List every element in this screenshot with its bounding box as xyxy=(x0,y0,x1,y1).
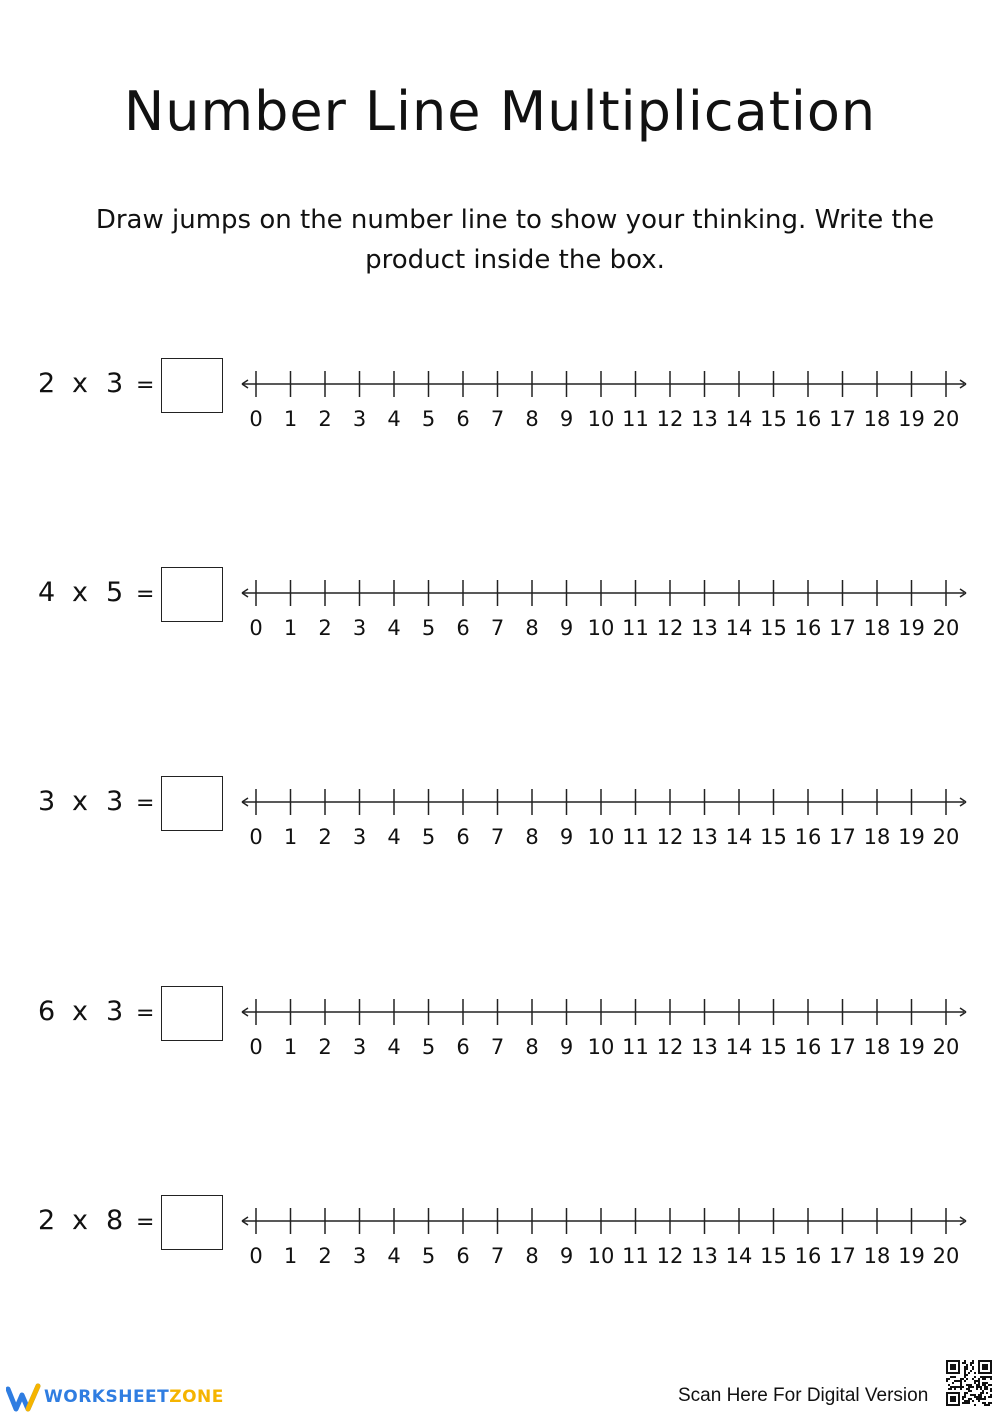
number-line[interactable] xyxy=(236,1201,976,1281)
tick-label: 11 xyxy=(622,825,649,849)
qr-module xyxy=(964,1370,966,1372)
tick-label: 12 xyxy=(656,616,684,640)
qr-module xyxy=(978,1394,980,1396)
qr-module xyxy=(984,1404,986,1406)
qr-module xyxy=(964,1376,966,1378)
tick-label: 1 xyxy=(283,825,298,849)
tick-label: 10 xyxy=(587,1244,615,1268)
qr-module xyxy=(962,1378,964,1380)
qr-module xyxy=(962,1362,964,1364)
factor-a: 3 xyxy=(38,786,56,817)
qr-module xyxy=(968,1384,970,1386)
tick-label: 17 xyxy=(829,1244,856,1268)
qr-module xyxy=(966,1366,968,1368)
qr-module xyxy=(972,1386,974,1388)
qr-module xyxy=(950,1376,952,1378)
tick-label: 18 xyxy=(863,616,891,640)
qr-module xyxy=(964,1362,966,1364)
qr-module xyxy=(968,1386,970,1388)
answer-box[interactable] xyxy=(161,776,223,831)
qr-module xyxy=(964,1394,966,1396)
qr-module xyxy=(988,1376,990,1378)
tick-label: 9 xyxy=(559,825,574,849)
equals-sign: = xyxy=(136,1210,155,1235)
qr-finder xyxy=(950,1396,956,1402)
qr-module xyxy=(972,1394,974,1396)
qr-module xyxy=(960,1378,962,1380)
qr-code-icon[interactable] xyxy=(946,1360,992,1406)
qr-module xyxy=(976,1396,978,1398)
number-line[interactable] xyxy=(236,782,976,862)
qr-module xyxy=(980,1394,982,1396)
qr-module xyxy=(954,1386,956,1388)
tick-label: 14 xyxy=(725,1035,753,1059)
qr-module xyxy=(988,1404,990,1406)
tick-label: 16 xyxy=(794,825,822,849)
tick-label: 15 xyxy=(760,407,787,431)
worksheetzone-logo-icon xyxy=(6,1383,42,1413)
qr-module xyxy=(960,1382,962,1384)
qr-module xyxy=(972,1368,974,1370)
factor-a: 4 xyxy=(38,577,56,608)
qr-module xyxy=(964,1360,966,1362)
qr-module xyxy=(974,1394,976,1396)
factor-b: 3 xyxy=(106,368,124,399)
answer-box[interactable] xyxy=(161,567,223,622)
tick-label: 2 xyxy=(318,407,332,431)
tick-label: 1 xyxy=(283,616,298,640)
answer-box[interactable] xyxy=(161,1195,223,1250)
qr-module xyxy=(964,1374,966,1376)
qr-module xyxy=(976,1380,978,1382)
qr-module xyxy=(978,1386,980,1388)
tick-label: 12 xyxy=(656,1035,684,1059)
qr-module xyxy=(984,1384,986,1386)
qr-module xyxy=(966,1364,968,1366)
scan-instruction: Scan Here For Digital Version xyxy=(678,1385,929,1406)
tick-label: 16 xyxy=(794,407,822,431)
tick-label: 14 xyxy=(725,407,753,431)
equals-sign: = xyxy=(136,791,155,816)
qr-module xyxy=(990,1402,992,1404)
qr-module xyxy=(986,1376,988,1378)
tick-label: 5 xyxy=(421,407,436,431)
qr-module xyxy=(990,1384,992,1386)
number-line[interactable] xyxy=(236,573,976,653)
tick-label: 18 xyxy=(863,407,891,431)
tick-label: 2 xyxy=(318,616,332,640)
qr-module xyxy=(980,1388,982,1390)
tick-label: 20 xyxy=(932,407,960,431)
qr-module xyxy=(970,1364,972,1366)
qr-module xyxy=(988,1384,990,1386)
tick-label: 13 xyxy=(691,825,718,849)
qr-module xyxy=(954,1376,956,1378)
qr-module xyxy=(976,1386,978,1388)
qr-module xyxy=(976,1388,978,1390)
qr-module xyxy=(978,1382,980,1384)
qr-module xyxy=(970,1362,972,1364)
qr-module xyxy=(984,1396,986,1398)
qr-module xyxy=(970,1384,972,1386)
problem-2 xyxy=(0,567,1000,677)
equals-sign: = xyxy=(136,582,155,607)
tick-label: 6 xyxy=(456,1244,470,1268)
qr-module xyxy=(984,1388,986,1390)
qr-module xyxy=(980,1392,982,1394)
qr-module xyxy=(974,1380,976,1382)
tick-label: 12 xyxy=(656,1244,684,1268)
tick-label: 4 xyxy=(387,1035,401,1059)
factor-b: 5 xyxy=(106,577,124,608)
tick-label: 15 xyxy=(760,616,787,640)
tick-label: 10 xyxy=(587,407,615,431)
tick-label: 6 xyxy=(456,616,470,640)
tick-label: 9 xyxy=(559,616,574,640)
qr-module xyxy=(956,1380,958,1382)
tick-label: 0 xyxy=(249,1035,263,1059)
qr-module xyxy=(948,1378,950,1380)
qr-module xyxy=(952,1376,954,1378)
qr-module xyxy=(964,1366,966,1368)
tick-label: 5 xyxy=(421,825,436,849)
qr-module xyxy=(964,1396,966,1398)
qr-module xyxy=(986,1404,988,1406)
times-sign: x xyxy=(72,577,88,608)
qr-module xyxy=(968,1402,970,1404)
tick-label: 10 xyxy=(587,1035,615,1059)
qr-module xyxy=(972,1366,974,1368)
qr-module xyxy=(968,1388,970,1390)
tick-label: 16 xyxy=(794,616,822,640)
tick-label: 0 xyxy=(249,825,263,849)
number-line[interactable] xyxy=(236,992,976,1072)
qr-module xyxy=(954,1388,956,1390)
tick-label: 5 xyxy=(421,616,436,640)
qr-module xyxy=(990,1388,992,1390)
tick-label: 7 xyxy=(490,616,505,640)
factor-a: 6 xyxy=(38,996,56,1027)
tick-label: 19 xyxy=(898,407,925,431)
tick-label: 20 xyxy=(932,1035,960,1059)
tick-label: 16 xyxy=(794,1244,822,1268)
qr-module xyxy=(950,1388,952,1390)
qr-module xyxy=(962,1402,964,1404)
problem-5 xyxy=(0,1195,1000,1305)
qr-module xyxy=(976,1384,978,1386)
qr-module xyxy=(946,1380,948,1382)
qr-module xyxy=(972,1360,974,1362)
tick-label: 10 xyxy=(587,825,615,849)
qr-module xyxy=(952,1382,954,1384)
qr-finder xyxy=(982,1364,988,1370)
qr-module xyxy=(970,1390,972,1392)
tick-label: 9 xyxy=(559,407,574,431)
qr-module xyxy=(974,1382,976,1384)
qr-finder xyxy=(950,1364,956,1370)
tick-label: 13 xyxy=(691,616,718,640)
qr-module xyxy=(966,1374,968,1376)
qr-module xyxy=(976,1398,978,1400)
tick-label: 8 xyxy=(525,1244,539,1268)
qr-module xyxy=(990,1390,992,1392)
tick-label: 10 xyxy=(587,616,615,640)
qr-module xyxy=(962,1398,964,1400)
qr-module xyxy=(964,1392,966,1394)
qr-module xyxy=(986,1388,988,1390)
qr-module xyxy=(972,1400,974,1402)
tick-label: 17 xyxy=(829,1035,856,1059)
qr-module xyxy=(980,1376,982,1378)
tick-label: 14 xyxy=(725,1244,753,1268)
qr-module xyxy=(988,1396,990,1398)
tick-label: 13 xyxy=(691,407,718,431)
tick-label: 12 xyxy=(656,407,684,431)
qr-module xyxy=(964,1372,966,1374)
instructions: Draw jumps on the number line to show your thinking. Write the product inside the box. xyxy=(95,205,935,275)
qr-module xyxy=(958,1386,960,1388)
qr-module xyxy=(982,1382,984,1384)
qr-module xyxy=(984,1378,986,1380)
qr-module xyxy=(974,1376,976,1378)
tick-label: 19 xyxy=(898,825,925,849)
qr-module xyxy=(960,1380,962,1382)
qr-module xyxy=(962,1386,964,1388)
qr-module xyxy=(972,1378,974,1380)
qr-module xyxy=(988,1402,990,1404)
tick-label: 15 xyxy=(760,1244,787,1268)
tick-label: 6 xyxy=(456,825,470,849)
qr-module xyxy=(984,1402,986,1404)
tick-label: 5 xyxy=(421,1035,436,1059)
factor-b: 3 xyxy=(106,786,124,817)
tick-label: 19 xyxy=(898,1035,925,1059)
tick-label: 15 xyxy=(760,825,787,849)
qr-module xyxy=(978,1380,980,1382)
qr-module xyxy=(986,1386,988,1388)
qr-module xyxy=(964,1402,966,1404)
tick-label: 9 xyxy=(559,1244,574,1268)
qr-module xyxy=(990,1394,992,1396)
times-sign: x xyxy=(72,1205,88,1236)
tick-label: 1 xyxy=(283,1035,298,1059)
tick-label: 8 xyxy=(525,616,539,640)
tick-label: 11 xyxy=(622,1035,649,1059)
tick-label: 13 xyxy=(691,1035,718,1059)
tick-label: 6 xyxy=(456,407,470,431)
qr-module xyxy=(978,1400,980,1402)
qr-module xyxy=(958,1380,960,1382)
qr-module xyxy=(966,1392,968,1394)
tick-label: 16 xyxy=(794,1035,822,1059)
tick-label: 0 xyxy=(249,407,263,431)
equals-sign: = xyxy=(136,1001,155,1026)
qr-module xyxy=(966,1378,968,1380)
tick-label: 15 xyxy=(760,1035,787,1059)
brand-accent: ZONE xyxy=(169,1387,224,1407)
tick-label: 4 xyxy=(387,1244,401,1268)
tick-label: 14 xyxy=(725,616,753,640)
qr-module xyxy=(966,1400,968,1402)
qr-module xyxy=(964,1400,966,1402)
qr-module xyxy=(948,1384,950,1386)
number-line[interactable] xyxy=(236,364,976,444)
factor-a: 2 xyxy=(38,1205,56,1236)
qr-module xyxy=(968,1390,970,1392)
qr-module xyxy=(968,1398,970,1400)
tick-label: 8 xyxy=(525,825,539,849)
tick-label: 3 xyxy=(352,825,367,849)
qr-module xyxy=(972,1362,974,1364)
brand-name xyxy=(44,1387,224,1407)
problem-4 xyxy=(0,986,1000,1096)
tick-label: 8 xyxy=(525,1035,539,1059)
qr-module xyxy=(984,1386,986,1388)
factor-a: 2 xyxy=(38,368,56,399)
qr-module xyxy=(966,1402,968,1404)
qr-module xyxy=(978,1398,980,1400)
tick-label: 14 xyxy=(725,825,753,849)
tick-label: 18 xyxy=(863,825,891,849)
qr-module xyxy=(990,1396,992,1398)
qr-module xyxy=(970,1370,972,1372)
qr-module xyxy=(974,1396,976,1398)
tick-label: 11 xyxy=(622,1244,649,1268)
qr-module xyxy=(960,1386,962,1388)
tick-label: 2 xyxy=(318,1035,332,1059)
times-sign: x xyxy=(72,368,88,399)
qr-module xyxy=(956,1386,958,1388)
tick-label: 4 xyxy=(387,407,401,431)
tick-label: 1 xyxy=(283,407,298,431)
qr-module xyxy=(952,1386,954,1388)
qr-module xyxy=(984,1382,986,1384)
tick-label: 0 xyxy=(249,1244,263,1268)
qr-module xyxy=(968,1400,970,1402)
qr-module xyxy=(984,1398,986,1400)
tick-label: 13 xyxy=(691,1244,718,1268)
tick-label: 4 xyxy=(387,825,401,849)
qr-module xyxy=(948,1388,950,1390)
problem-1 xyxy=(0,358,1000,468)
tick-label: 6 xyxy=(456,1035,470,1059)
qr-module xyxy=(960,1384,962,1386)
tick-label: 20 xyxy=(932,616,960,640)
qr-module xyxy=(982,1378,984,1380)
tick-label: 3 xyxy=(352,1244,367,1268)
qr-module xyxy=(962,1396,964,1398)
tick-label: 17 xyxy=(829,825,856,849)
qr-module xyxy=(974,1404,976,1406)
tick-label: 7 xyxy=(490,825,505,849)
qr-module xyxy=(980,1386,982,1388)
tick-label: 5 xyxy=(421,1244,436,1268)
qr-module xyxy=(982,1398,984,1400)
tick-label: 0 xyxy=(249,616,263,640)
tick-label: 3 xyxy=(352,407,367,431)
tick-label: 7 xyxy=(490,407,505,431)
factor-b: 3 xyxy=(106,996,124,1027)
tick-label: 18 xyxy=(863,1035,891,1059)
qr-module xyxy=(968,1372,970,1374)
tick-label: 8 xyxy=(525,407,539,431)
qr-module xyxy=(964,1380,966,1382)
qr-module xyxy=(986,1392,988,1394)
problem-3 xyxy=(0,776,1000,886)
tick-label: 3 xyxy=(352,616,367,640)
qr-module xyxy=(980,1396,982,1398)
tick-label: 17 xyxy=(829,616,856,640)
tick-label: 7 xyxy=(490,1035,505,1059)
tick-label: 20 xyxy=(932,825,960,849)
qr-module xyxy=(982,1392,984,1394)
qr-module xyxy=(954,1380,956,1382)
qr-module xyxy=(970,1398,972,1400)
qr-module xyxy=(966,1388,968,1390)
qr-module xyxy=(984,1376,986,1378)
times-sign: x xyxy=(72,996,88,1027)
qr-module xyxy=(946,1378,948,1380)
tick-label: 17 xyxy=(829,407,856,431)
tick-label: 9 xyxy=(559,1035,574,1059)
qr-module xyxy=(978,1378,980,1380)
times-sign: x xyxy=(72,786,88,817)
qr-module xyxy=(982,1376,984,1378)
tick-label: 11 xyxy=(622,616,649,640)
qr-module xyxy=(978,1396,980,1398)
qr-module xyxy=(970,1394,972,1396)
tick-label: 20 xyxy=(932,1244,960,1268)
tick-label: 7 xyxy=(490,1244,505,1268)
tick-label: 4 xyxy=(387,616,401,640)
qr-module xyxy=(970,1386,972,1388)
qr-module xyxy=(966,1384,968,1386)
qr-module xyxy=(990,1376,992,1378)
qr-module xyxy=(982,1402,984,1404)
qr-module xyxy=(978,1384,980,1386)
qr-module xyxy=(986,1382,988,1384)
qr-module xyxy=(964,1368,966,1370)
tick-label: 2 xyxy=(318,825,332,849)
qr-module xyxy=(990,1378,992,1380)
qr-module xyxy=(960,1388,962,1390)
qr-module xyxy=(974,1372,976,1374)
qr-module xyxy=(982,1390,984,1392)
tick-label: 12 xyxy=(656,825,684,849)
tick-label: 18 xyxy=(863,1244,891,1268)
page-title: Number Line Multiplication xyxy=(123,80,877,143)
answer-box[interactable] xyxy=(161,986,223,1041)
tick-label: 11 xyxy=(622,407,649,431)
tick-label: 2 xyxy=(318,1244,332,1268)
equals-sign: = xyxy=(136,373,155,398)
tick-label: 3 xyxy=(352,1035,367,1059)
answer-box[interactable] xyxy=(161,358,223,413)
tick-label: 1 xyxy=(283,1244,298,1268)
tick-label: 19 xyxy=(898,616,925,640)
brand-main: WORKSHEET xyxy=(44,1387,170,1407)
qr-module xyxy=(980,1398,982,1400)
qr-module xyxy=(950,1386,952,1388)
qr-module xyxy=(982,1384,984,1386)
qr-module xyxy=(966,1368,968,1370)
tick-label: 19 xyxy=(898,1244,925,1268)
factor-b: 8 xyxy=(106,1205,124,1236)
